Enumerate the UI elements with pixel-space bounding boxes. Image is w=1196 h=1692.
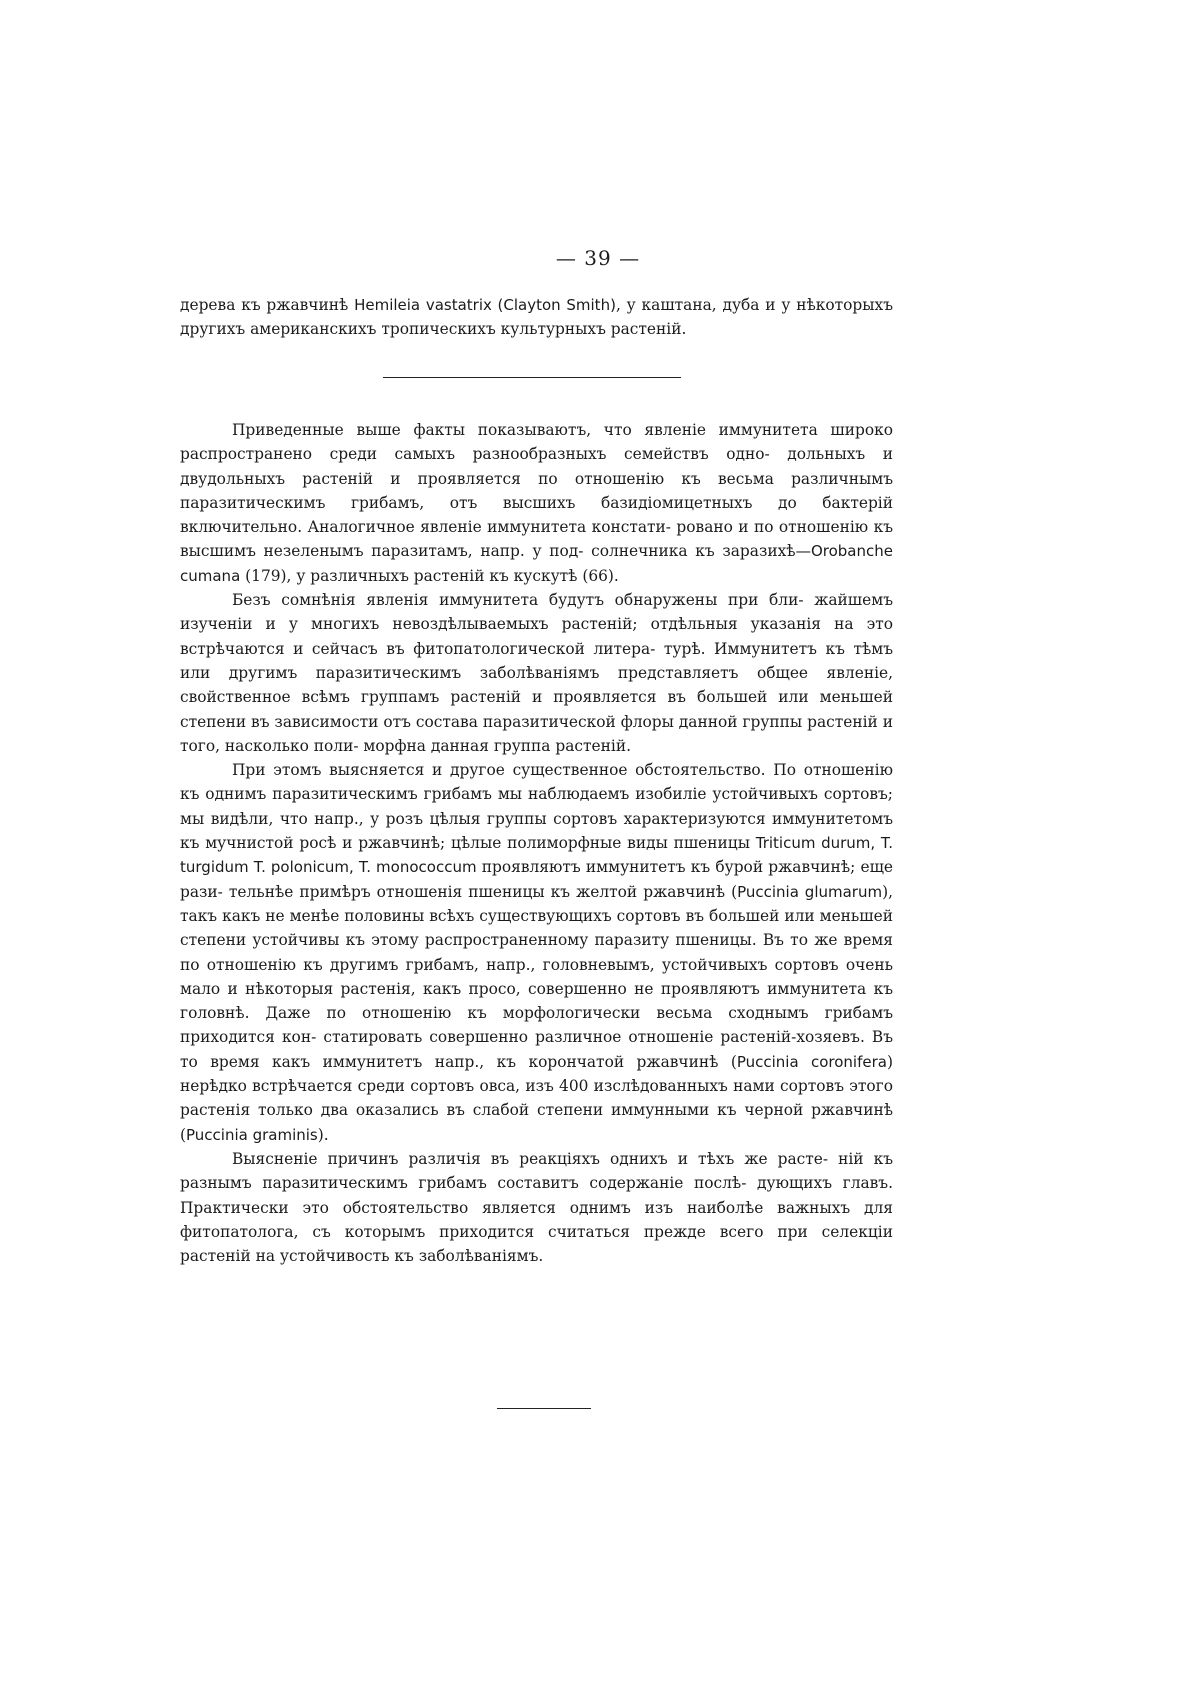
main-text (180, 418, 893, 1268)
text-run: ) нерѣдко встрѣчается среди сортовъ овса, изъ 400 изслѣдованныхъ нами сортовъ этого растенія только два оказались въ слабой степени иммунными къ черной ржавчинѣ ( (180, 1052, 893, 1144)
text-run: ). (317, 1125, 329, 1144)
paragraph-3 (180, 758, 893, 1147)
paragraph-text (180, 293, 893, 342)
latin-name: Puccinia graminis (186, 1125, 318, 1144)
section-divider (383, 377, 681, 378)
latin-name: Puccinia coronifera (736, 1052, 887, 1071)
text-run: (179), у различныхъ растеній къ кускутѣ (66). (240, 566, 619, 585)
page-number: — 39 — (555, 246, 641, 270)
text-run: проявляютъ иммунитетъ къ бурой ржавчинѣ; еще рази- тельнѣе примѣръ отношенія пшеницы къ желтой ржавчинѣ ( (180, 858, 894, 901)
end-divider (497, 1408, 591, 1409)
paragraph-1 (180, 418, 893, 588)
paragraph-4: Выясненіе причинъ различія въ реакціяхъ однихъ и тѣхъ же расте- ній къ разнымъ паразитическимъ грибамъ составитъ содержаніе послѣ- дующихъ главъ. Практически это обстоятельство является однимъ изъ наиболѣе важныхъ для фитопатолога, съ которымъ приходится считаться прежде всего при селекціи растеній на устойчивость къ заболѣваніямъ. (180, 1149, 893, 1266)
latin-name: Orobanche cumana (180, 542, 893, 585)
latin-name: Hemileia vastatrix (Clayton Smith) (354, 296, 616, 314)
continued-paragraph (180, 293, 893, 342)
text-run: Приведенные выше факты показываютъ, что явленіе иммунитета широко распространено среди самыхъ разнообразныхъ семействъ одно- дольныхъ и двудольныхъ растеній и проявляется по отношенію къ весьма различнымъ паразитическимъ грибамъ, отъ высшихъ базидіомицетныхъ до бактерій включительно. Аналогичное явленіе иммунитета констати- ровано и по отношенію къ высшимъ незеленымъ паразитамъ, напр. у под- солнечника къ заразихѣ— (180, 421, 893, 561)
latin-name: Triticum durum, T. turgidum T. polonicum, T. monococcum (180, 834, 893, 877)
latin-name: Puccinia glumarum (737, 882, 883, 901)
paragraph-2: Безъ сомнѣнія явленія иммунитета будутъ обнаружены при бли- жайшемъ изученіи и у многихъ невоздѣлываемыхъ растеній; отдѣльныя указанія на это встрѣчаются и сейчасъ въ фитопатологической литера- турѣ. Иммунитетъ къ тѣмъ или другимъ паразитическимъ заболѣваніямъ представляетъ общее явленіе, свойственное всѣмъ группамъ растеній и проявляется въ большей или меньшей степени въ зависимости отъ состава паразитической флоры данной группы растеній и того, насколько поли- морфна данная группа растеній. (180, 591, 893, 755)
text-run: дерева къ ржавчинѣ (180, 296, 355, 314)
text-run: При этомъ выясняется и другое существенное обстоятельство. По отношенію къ однимъ паразитическимъ грибамъ мы наблюдаемъ изобиліе устойчивыхъ сортовъ; мы видѣли, что напр., у розъ цѣлыя группы сортовъ характеризуются иммунитетомъ къ мучнистой росѣ и ржавчинѣ; цѣлые полиморфные виды пшеницы (180, 761, 893, 853)
text-run: , у каштана, дуба и у нѣкоторыхъ другихъ американскихъ тропическихъ культурныхъ растеній. (180, 296, 893, 339)
text-run: ), такъ какъ не менѣе половины всѣхъ существующихъ сортовъ въ большей или меньшей степени устойчивы къ этому распространенному паразиту пшеницы. Въ то же время по отношенію къ другимъ грибамъ, напр., головневымъ, устойчивыхъ сортовъ очень мало и нѣкоторыя растенія, какъ просо, совершенно не проявляютъ иммунитета къ головнѣ. Даже по отношенію къ морфологически весьма сходнымъ грибамъ приходится кон- статировать совершенно различное отношеніе растеній-хозяевъ. Въ то время какъ иммунитетъ напр., къ корончатой ржавчинѣ ( (180, 882, 893, 1071)
